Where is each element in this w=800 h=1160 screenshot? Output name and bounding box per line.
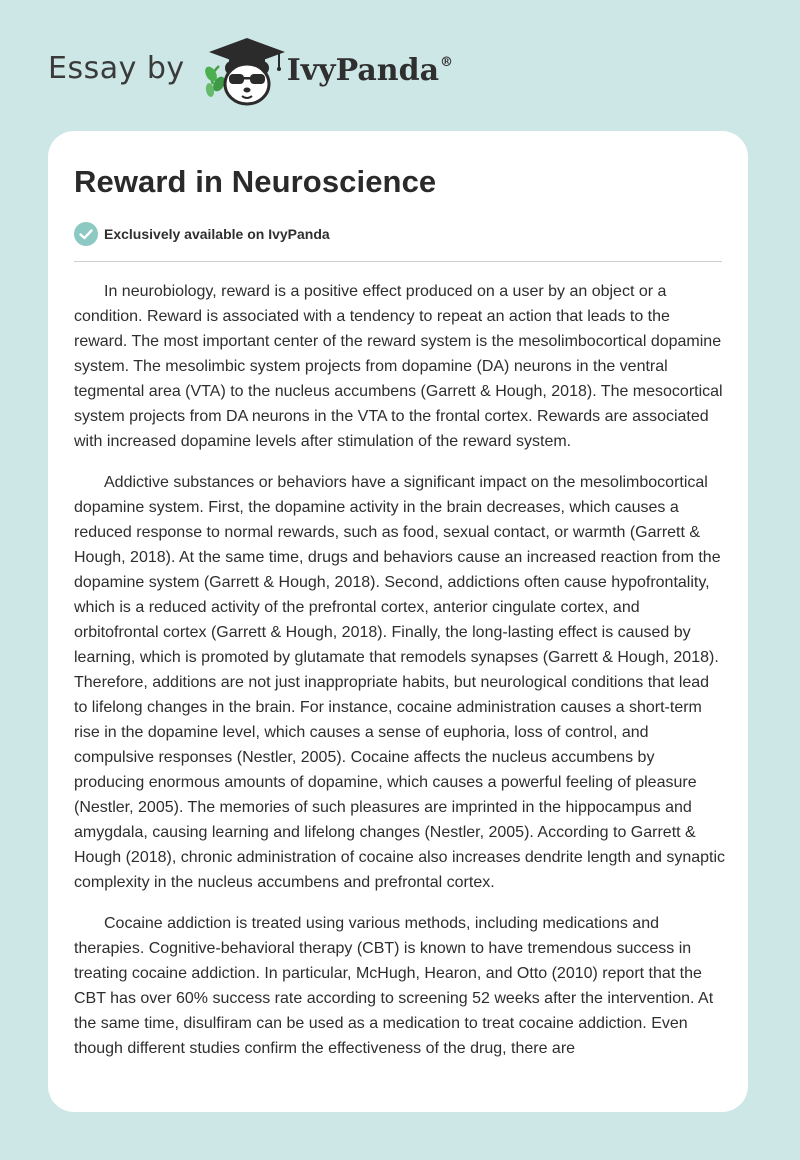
ivypanda-logo-icon[interactable] (199, 36, 285, 106)
paragraph: In neurobiology, reward is a positive effect produced on a user by an object or a condition. Reward is associated with a tendency to repeat an action that leads to the reward. The most important center of the reward system is the mesolimbocortical dopamine system. The mesolimbic system projects from dopamine (DA) neurons in the ventral tegmental area (VTA) to the nucleus accumbens (Garrett & Hough, 2018). The mesocortical system projects from DA neurons in the VTA to the frontal cortex. Rewards are associated with increased dopamine levels after stimulation of the reward system. (74, 283, 723, 450)
registered-mark: ® (440, 54, 454, 70)
paragraph: Cocaine addiction is treated using various methods, including medications and therapies. Cognitive-behavioral therapy (CBT) is known to have tremendous success in treating cocaine addiction. In particular, McHugh, Hearon, and Otto (2010) report that the CBT has over 60% success rate according to screening 52 weeks after the intervention. At the same time, disulfiram can be used as a medication to treat cocaine addiction. Even though different studies confirm the effectiveness of the drug, there are (74, 915, 714, 1057)
article-body (74, 279, 726, 1077)
exclusive-badge (74, 222, 330, 246)
article-title: Reward in Neuroscience (74, 164, 437, 199)
essay-by-label: Essay by (48, 50, 185, 86)
title-divider (74, 261, 722, 262)
checkmark-badge-icon (74, 222, 98, 246)
paragraph: Addictive substances or behaviors have a significant impact on the mesolimbocortical dopamine system. First, the dopamine activity in the brain decreases, which causes a reduced response to normal rewards, such as food, sexual contact, or warmth (Garrett & Hough, 2018). At the same time, drugs and behaviors cause an increased reaction from the dopamine system (Garrett & Hough, 2018). Second, addictions often cause hypofrontality, which is a reduced activity of the prefrontal cortex, anterior cingulate cortex, and orbitofrontal cortex (Garrett & Hough, 2018). Finally, the long-lasting effect is caused by learning, which is promoted by glutamate that remodels synapses (Garrett & Hough, 2018). Therefore, additions are not just inappropriate habits, but neurological conditions that lead to lifelong changes in the brain. For instance, cocaine administration causes a short-term rise in the dopamine level, which causes a sense of euphoria, loss of control, and compulsive responses (Nestler, 2005). Cocaine affects the nucleus accumbens by producing enormous amounts of dopamine, which causes a powerful feeling of pleasure (Nestler, 2005). The memories of such pleasures are imprinted in the hippocampus and amygdala, causing learning and lifelong changes (Nestler, 2005). According to Garrett & Hough (2018), chronic administration of cocaine also increases dendrite length and synaptic complexity in the nucleus accumbens and prefrontal cortex. (74, 474, 726, 891)
brand-name[interactable]: IvyPanda® (286, 52, 454, 88)
exclusive-badge-label: Exclusively available on IvyPanda (104, 226, 330, 242)
article-card (48, 131, 748, 1112)
site-header (48, 36, 453, 106)
